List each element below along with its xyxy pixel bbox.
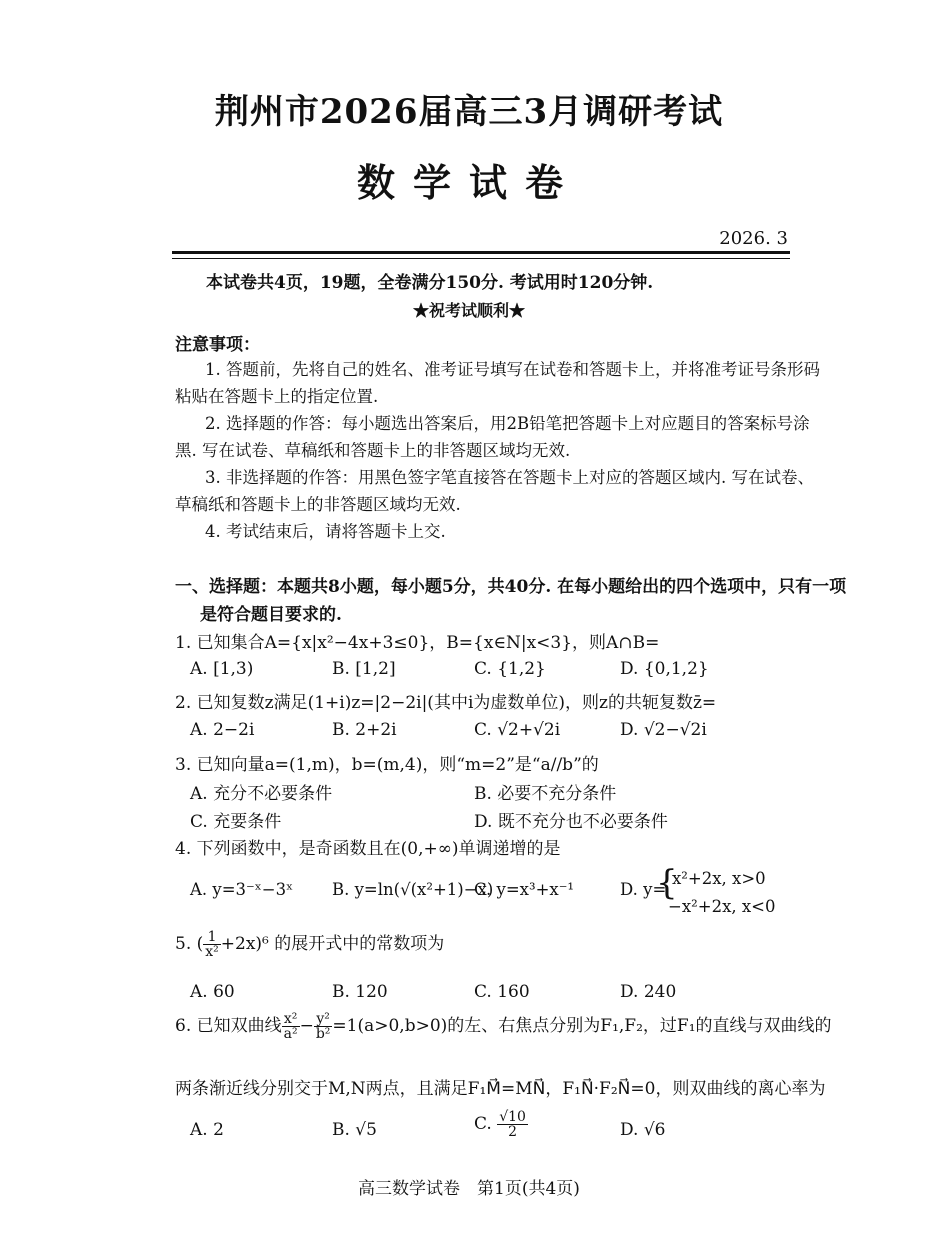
question-5-frac-num: 1 xyxy=(203,930,221,945)
question-3-option-a: A. 充分不必要条件 xyxy=(190,784,333,804)
question-6-f2-den: b² xyxy=(315,1026,331,1042)
question-3-option-b: B. 必要不充分条件 xyxy=(474,784,617,804)
question-6-c-den: 2 xyxy=(508,1124,518,1140)
question-2-option-b: B. 2+2i xyxy=(332,720,397,740)
question-6-stem-rest: =1(a>0,b>0)的左、右焦点分别为F₁,F₂，过F₁的直线与双曲线的 xyxy=(332,1016,832,1036)
divider-thick xyxy=(172,251,790,254)
piecewise-brace: { xyxy=(656,863,678,903)
notice-item-4: 4. 考试结束后，请将答题卡上交. xyxy=(205,522,446,541)
question-4-option-a: A. y=3⁻ˣ−3ˣ xyxy=(190,880,294,899)
question-6-option-b: B. √5 xyxy=(332,1120,377,1140)
question-6-prefix: 6. 已知双曲线 xyxy=(175,1016,282,1036)
question-6-option-c xyxy=(474,1110,528,1139)
question-6-option-d: D. √6 xyxy=(620,1120,666,1140)
question-6-f1-num: x² xyxy=(282,1012,300,1027)
question-6-option-a: A. 2 xyxy=(190,1120,224,1140)
page-footer: 高三数学试卷 第1页(共4页) xyxy=(358,1179,580,1199)
question-2-option-a: A. 2−2i xyxy=(190,720,255,740)
notice-item-3-line-2: 草稿纸和答题卡上的非答题区域均无效. xyxy=(175,495,461,514)
question-6-stem xyxy=(175,1012,832,1041)
question-6-option-c-fraction xyxy=(497,1110,528,1139)
notice-heading: 注意事项： xyxy=(175,335,260,355)
question-2-option-d: D. √2−√2i xyxy=(620,720,707,740)
divider-thin xyxy=(172,258,790,259)
question-6-c-num: √10 xyxy=(499,1109,526,1125)
question-6-fraction-x xyxy=(282,1012,300,1041)
notice-item-2-line-1: 2. 选择题的作答：每小题选出答案后，用2B铅笔把答题卡上对应题目的答案标号涂 xyxy=(205,414,810,433)
question-6-option-c-label: C. xyxy=(474,1114,492,1134)
question-6-fraction-y xyxy=(314,1012,333,1041)
question-5-option-b: B. 120 xyxy=(332,982,388,1002)
question-2-stem: 2. 已知复数z满足(1+i)z=|2−2i|(其中i为虚数单位)，则z的共轭复数z̄= xyxy=(175,693,717,713)
good-luck-note: ★祝考试顺利★ xyxy=(412,301,525,320)
question-6-f1-den: a² xyxy=(283,1026,298,1042)
question-6-line-2: 两条渐近线分别交于M,N两点，且满足F₁M⃗=MN⃗，F₁N⃗·F₂N⃗=0，则双曲线的离心率为 xyxy=(175,1079,826,1099)
question-5-stem xyxy=(175,930,444,959)
question-6-f2-num: y² xyxy=(314,1012,333,1027)
question-6-minus: − xyxy=(299,1016,314,1036)
section-heading-line-1: 一、选择题：本题共8小题，每小题5分，共40分. 在每小题给出的四个选项中，只有一项 xyxy=(175,577,847,597)
exam-title: 荆州市2026届高三3月调研考试 xyxy=(214,92,724,132)
question-4-piece-1: x²+2x, x>0 xyxy=(672,869,766,888)
question-1-option-c: C. {1,2} xyxy=(474,659,546,679)
question-1-stem: 1. 已知集合A={x|x²−4x+3≤0}，B={x∈N|x<3}，则A∩B= xyxy=(175,633,660,653)
notice-item-1-line-1: 1. 答题前，先将自己的姓名、准考证号填写在试卷和答题卡上，并将准考证号条形码 xyxy=(205,360,820,379)
question-3-option-c: C. 充要条件 xyxy=(190,812,282,832)
question-2-option-c: C. √2+√2i xyxy=(474,720,561,740)
question-5-option-a: A. 60 xyxy=(190,982,235,1002)
notice-item-3-line-1: 3. 非选择题的作答：用黑色签字笔直接答在答题卡上对应的答题区域内. 写在试卷、 xyxy=(205,468,814,487)
exam-summary: 本试卷共4页，19题，全卷满分150分. 考试用时120分钟. xyxy=(206,273,654,293)
question-1-option-d: D. {0,1,2} xyxy=(620,659,709,679)
exam-date: 2026. 3 xyxy=(719,228,788,249)
question-5-prefix: 5. ( xyxy=(175,934,204,954)
question-5-rest: +2x)⁶ 的展开式中的常数项为 xyxy=(220,934,445,954)
subject-title: 数学试卷 xyxy=(356,160,581,205)
question-4-stem: 4. 下列函数中，是奇函数且在(0,+∞)单调递增的是 xyxy=(175,839,561,859)
question-3-stem: 3. 已知向量a=(1,m)，b=(m,4)，则“m=2”是“a//b”的 xyxy=(175,755,599,775)
notice-item-2-line-2: 黑. 写在试卷、草稿纸和答题卡上的非答题区域均无效. xyxy=(175,441,571,460)
section-heading-line-2: 是符合题目要求的. xyxy=(200,605,342,625)
question-4-piece-2: −x²+2x, x<0 xyxy=(668,897,776,916)
question-3-option-d: D. 既不充分也不必要条件 xyxy=(474,812,668,832)
question-5-option-c: C. 160 xyxy=(474,982,530,1002)
question-4-option-c: C. y=x³+x⁻¹ xyxy=(474,880,575,899)
question-4-option-d: D. y= xyxy=(620,880,667,899)
question-5-frac-den: x² xyxy=(205,944,219,960)
notice-item-1-line-2: 粘贴在答题卡上的指定位置. xyxy=(175,387,379,406)
question-1-option-a: A. [1,3) xyxy=(190,659,254,679)
question-5-option-d: D. 240 xyxy=(620,982,677,1002)
question-5-fraction xyxy=(203,930,221,959)
question-4-option-b: B. y=ln(√(x²+1)−x) xyxy=(332,880,494,899)
question-1-option-b: B. [1,2] xyxy=(332,659,396,679)
